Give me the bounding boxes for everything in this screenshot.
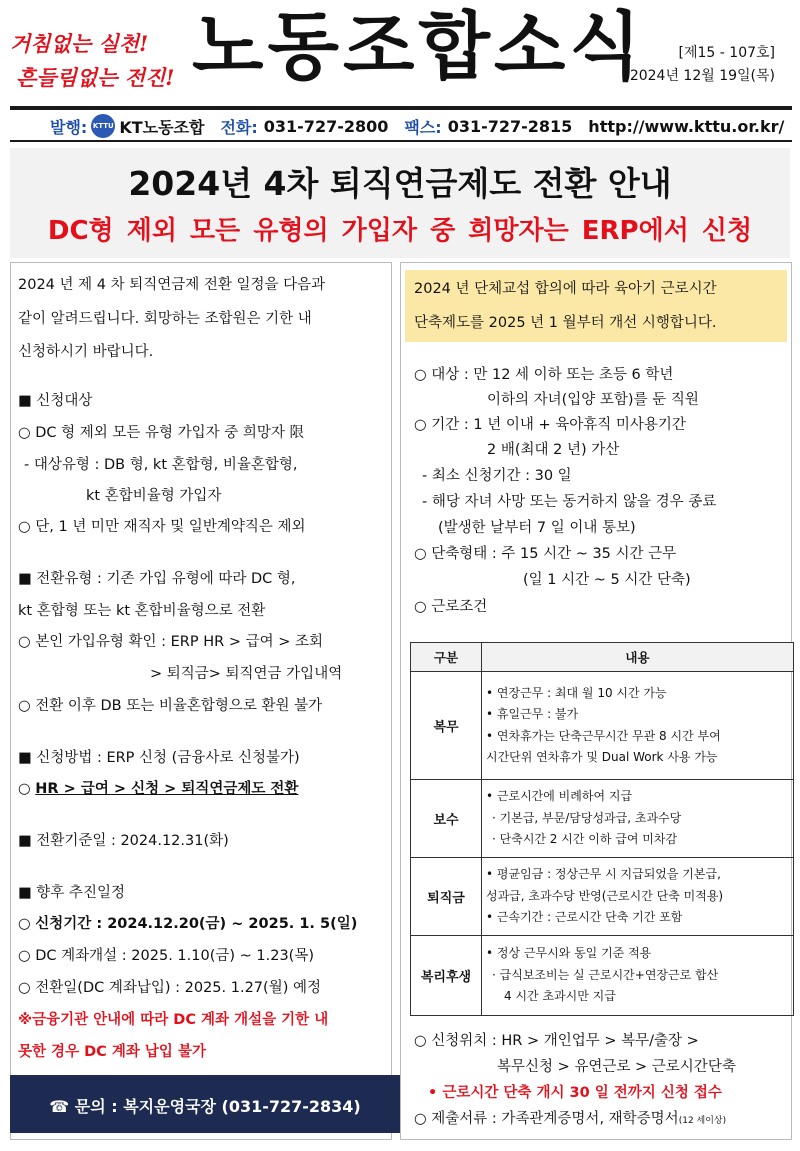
right-target-line-1: ○ 대상 : 만 12 세 이하 또는 초등 6 학년 bbox=[414, 367, 674, 383]
notice-line-2: 단축제도를 2025 년 1 월부터 개선 시행합니다. bbox=[414, 315, 717, 331]
table-content bbox=[482, 936, 794, 1016]
table-row bbox=[411, 936, 794, 1016]
conversion-line-3: ○ 본인 가입유형 확인 : ERP HR > 급여 > 조회 bbox=[18, 634, 323, 650]
table-row bbox=[411, 858, 794, 936]
table-content-line: • 연장근무 : 최대 월 10 시간 가능 bbox=[486, 685, 667, 700]
right-target-line-2: 이하의 자녀(입양 포함)를 둔 직원 bbox=[487, 392, 699, 408]
phone-number: 031-727-2800 bbox=[263, 116, 389, 136]
intro-line-2: 같이 알려드립니다. 회망하는 조합원은 기한 내 bbox=[18, 311, 312, 327]
period-line-1: ○ 기간 : 1 년 이내 + 육아휴직 미사용기간 bbox=[414, 417, 686, 433]
table-head-content: 내용 bbox=[482, 643, 794, 672]
period-line-5: (발생한 날부터 7 일 이내 통보) bbox=[438, 520, 636, 536]
apply-line-1: ○ 신청위치 : HR > 개인업무 > 복무/출장 > bbox=[414, 1033, 699, 1049]
publisher-label: 발행: bbox=[50, 117, 88, 137]
fax-label: 팩스: bbox=[404, 117, 442, 137]
issue-info bbox=[620, 42, 775, 88]
apply-line-2: 복무신청 > 유연근로 > 근로시간단축 bbox=[497, 1059, 736, 1075]
schedule-bullet: ○ bbox=[18, 916, 31, 932]
conditions-heading: ○ 근로조건 bbox=[414, 599, 488, 615]
inquiry-box bbox=[10, 1075, 400, 1133]
table-content-line: · 단축시간 2 시간 이하 급여 미차감 bbox=[492, 832, 678, 847]
phone-label: 전화: bbox=[220, 117, 258, 137]
form-line-1: ○ 단축형태 : 주 15 시간 ~ 35 시간 근무 bbox=[414, 546, 677, 562]
method-line bbox=[18, 779, 298, 799]
schedule-line-2: ○ DC 계좌개설 : 2025. 1.10(금) ~ 1.23(목) bbox=[18, 948, 314, 964]
form-line-2: (일 1 시간 ~ 5 시간 단축) bbox=[523, 572, 691, 588]
warning-line-2: 못한 경우 DC 계좌 납입 불가 bbox=[18, 1044, 206, 1060]
table-content-line: 성과급, 초과수당 반영(근로시간 단축 미적용) bbox=[486, 888, 724, 903]
target-line-2: - 대상유형 : DB 형, kt 혼합형, 비율혼합형, bbox=[24, 457, 298, 473]
conversion-heading: ■ 전환유형 : 기존 가입 유형에 따라 DC 형, bbox=[18, 571, 296, 587]
table-category: 복무 bbox=[411, 672, 482, 780]
base-date: ■ 전환기준일 : 2024.12.31(화) bbox=[18, 833, 229, 849]
issue-number: [제15 - 107호] bbox=[678, 45, 775, 61]
table-content-line: · 기본급, 부문/담당성과급, 초과수당 bbox=[492, 810, 682, 825]
inquiry-text: ☎ 문의 : 복지운영국장 (031-727-2834) bbox=[49, 1097, 361, 1116]
conversion-line-2: kt 혼합형 또는 kt 혼합비율형으로 전환 bbox=[18, 603, 266, 619]
documents-note: (12 세이상) bbox=[678, 1116, 727, 1126]
table-content-line: · 급식보조비는 실 근로시간+연장근로 합산 bbox=[492, 967, 719, 982]
table-content-line: 시간단위 연차휴가 및 Dual Work 사용 가능 bbox=[486, 750, 718, 764]
table-row bbox=[411, 780, 794, 858]
table-header-row bbox=[411, 643, 794, 672]
slogan-line-1: 거침없는 실천! bbox=[10, 31, 149, 56]
application-period: 신청기간 : 2024.12.20(금) ~ 2025. 1. 5(일) bbox=[35, 916, 358, 932]
method-path: HR > 급여 > 신청 > 퇴직연금제도 전환 bbox=[35, 781, 299, 797]
table-content bbox=[482, 780, 794, 858]
website-link[interactable]: http://www.kttu.or.kr/ bbox=[588, 116, 785, 136]
table-category: 보수 bbox=[411, 780, 482, 858]
table-row bbox=[411, 672, 794, 780]
table-content-line: 4 시간 초과시만 지급 bbox=[504, 989, 616, 1004]
method-heading: ■ 신청방법 : ERP 신청 (금융사로 신청불가) bbox=[18, 750, 300, 766]
target-line-3: kt 혼합비율형 가입자 bbox=[86, 488, 222, 504]
table-content-line: • 근속기간 : 근로시간 단축 기간 포함 bbox=[486, 910, 683, 925]
table-content-line: • 정상 근무시와 동일 기준 적용 bbox=[486, 946, 652, 961]
table-category: 복리후생 bbox=[411, 936, 482, 1016]
header-rule-top bbox=[10, 106, 792, 110]
target-line-1: ○ DC 형 제외 모든 유형 가입자 중 희망자 限 bbox=[18, 425, 305, 441]
apply-line-3: • 근로시간 단축 개시 30 일 전까지 신청 접수 bbox=[428, 1085, 722, 1101]
intro-line-3: 신청하시기 바랍니다. bbox=[18, 344, 154, 360]
conversion-line-5: ○ 전환 이후 DB 또는 비율혼합형으로 환원 불가 bbox=[18, 698, 323, 714]
target-heading: ■ 신청대상 bbox=[18, 393, 93, 409]
table-content-line: • 휴일근무 : 불가 bbox=[486, 707, 579, 721]
table-content-line: • 근로시간에 비례하여 지급 bbox=[486, 789, 633, 804]
masthead-title: 노동조합소식 bbox=[192, 4, 645, 90]
intro-line-1: 2024 년 제 4 차 퇴직연금제 전환 일정을 다음과 bbox=[18, 277, 326, 293]
table-content-line: • 연차휴가는 단축근무시간 무관 8 시간 부여 bbox=[486, 728, 721, 743]
fax-number: 031-727-2815 bbox=[447, 116, 573, 136]
table-category: 퇴직금 bbox=[411, 858, 482, 936]
slogan-line-2: 흔들림없는 전진! bbox=[16, 65, 175, 90]
table-content-line: • 평균임금 : 정상근무 시 지급되었을 기본급, bbox=[486, 867, 721, 882]
period-line-3: - 최소 신청기간 : 30 일 bbox=[422, 468, 572, 484]
warning-line-1: ※금융기관 안내에 따라 DC 계좌 개설을 기한 내 bbox=[18, 1012, 329, 1028]
schedule-line-3: ○ 전환일(DC 계좌납입) : 2025. 1.27(월) 예정 bbox=[18, 980, 321, 996]
contact-bar bbox=[50, 114, 784, 138]
main-title: 2024년 4차 퇴직연금제도 전환 안내 bbox=[128, 164, 672, 203]
schedule-line-1 bbox=[18, 914, 357, 934]
period-line-2: 2 배(최대 2 년) 가산 bbox=[487, 442, 620, 458]
conversion-line-4: > 퇴직금> 퇴직연금 가입내역 bbox=[150, 666, 343, 682]
kttu-logo-icon: KTTU bbox=[91, 114, 115, 138]
table-content bbox=[482, 672, 794, 780]
target-line-4: ○ 단, 1 년 미만 재직자 및 일반계약직은 제외 bbox=[18, 519, 306, 535]
table-content bbox=[482, 858, 794, 936]
method-bullet: ○ bbox=[18, 781, 31, 797]
period-line-4: - 해당 자녀 사망 또는 동거하지 않을 경우 종료 bbox=[422, 494, 717, 510]
header-rule-bottom bbox=[10, 140, 792, 142]
publisher-name: KT노동조합 bbox=[119, 117, 205, 137]
documents-line bbox=[414, 1109, 726, 1131]
schedule-heading: ■ 향후 추진일정 bbox=[18, 885, 125, 901]
sub-title: DC형 제외 모든 유형의 가입자 중 희망자는 ERP에서 신청 bbox=[47, 216, 753, 246]
notice-line-1: 2024 년 단체교섭 합의에 따라 육아기 근로시간 bbox=[414, 281, 717, 297]
table-head-category: 구분 bbox=[411, 643, 482, 672]
title-box bbox=[10, 148, 790, 258]
benefits-table bbox=[410, 642, 794, 1016]
documents-text: ○ 제출서류 : 가족관계증명서, 재학증명서 bbox=[414, 1111, 679, 1127]
issue-date: 2024년 12월 19일(목) bbox=[629, 68, 775, 84]
